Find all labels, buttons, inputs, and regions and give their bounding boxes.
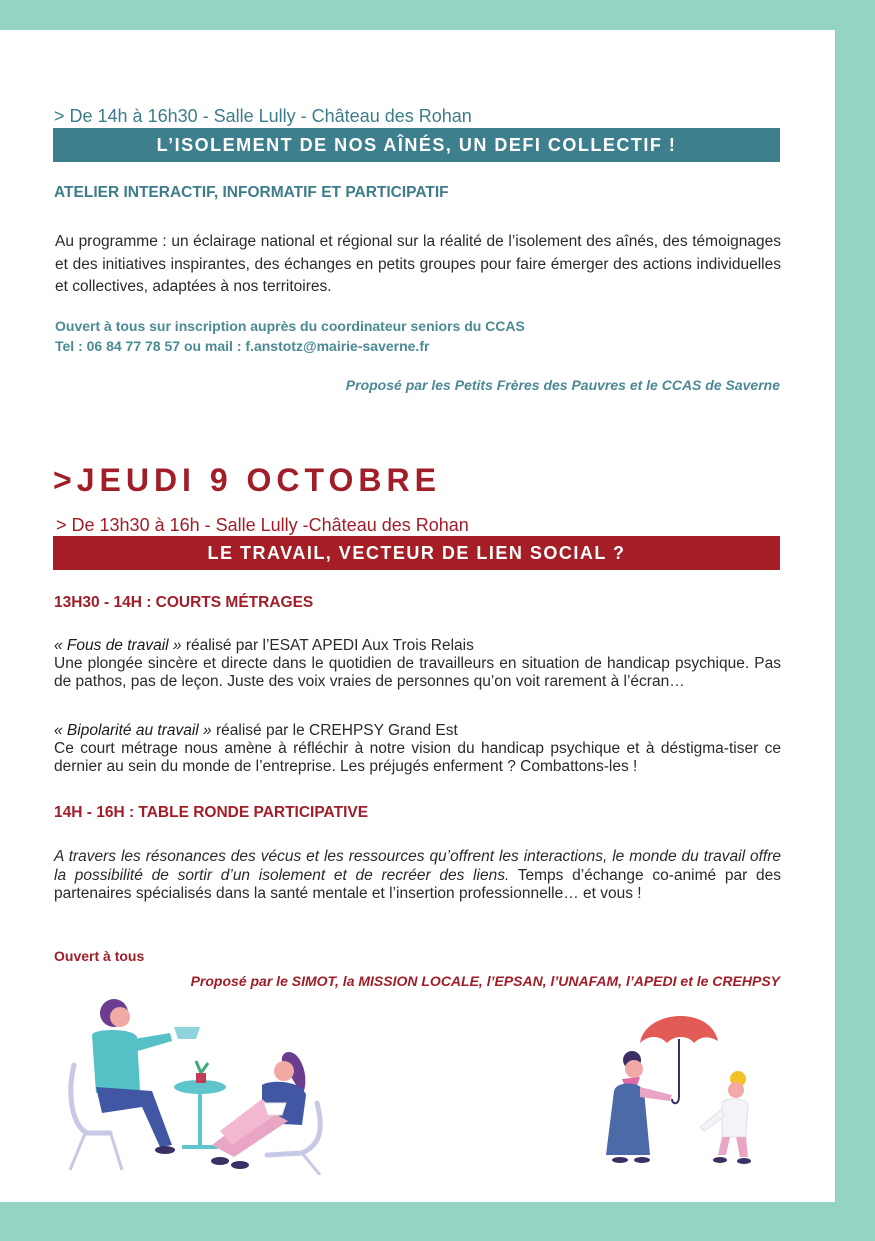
umbrella-sharing-illustration <box>600 1005 760 1170</box>
event1-description: Au programme : un éclairage national et régional sur la réalité de l’isolement des aînés, des témoignages et des initiatives inspirantes, des échanges en petits groupes pour faire émerger des actions individuelles et collectives, adaptées à nos territoires. <box>55 233 781 295</box>
registration-line-2: Tel : 06 84 77 78 57 ou mail : f.anstotz@mairie-saverne.fr <box>55 337 430 354</box>
section-short-films: 13H30 - 14H : COURTS MÉTRAGES <box>54 594 314 611</box>
roundtable-italic: A travers les résonances des vécus et les ressources qu’offrent les interactions, le monde du travail offre la possibilité de sortir d’un isolement et de recréer des liens. <box>54 848 781 884</box>
registration-line-1: Ouvert à tous sur inscription auprès du coordinateur seniors du CCAS <box>55 318 525 334</box>
two-people-coffee-table-illustration <box>62 995 342 1175</box>
event1-registration <box>55 317 525 356</box>
film-1-title: « Fous de travail » <box>54 637 182 654</box>
film-1-by: réalisé par l’ESAT APEDI Aux Trois Relais <box>181 637 474 654</box>
film-2 <box>54 722 781 776</box>
event1-title-banner: L’ISOLEMENT DE NOS AÎNÉS, UN DEFI COLLECTIF ! <box>53 128 780 162</box>
day-heading: >JEUDI 9 OCTOBRE <box>53 462 441 498</box>
event2-open: Ouvert à tous <box>54 948 145 964</box>
film-2-heading <box>54 722 781 740</box>
roundtable-rest: Temps d’échange co-animé par des partenaires spécialisés dans la santé mentale et l’insertion professionnelle… et vous ! <box>54 866 781 902</box>
film-1-heading <box>54 637 781 655</box>
event2-credit: Proposé par le SIMOT, la MISSION LOCALE, l’EPSAN, l’UNAFAM, l’APEDI et le CREHPSY <box>190 973 780 989</box>
event2-time-location: > De 13h30 à 16h - Salle Lully -Château des Rohan <box>56 515 469 535</box>
event1-subtitle: ATELIER INTERACTIF, INFORMATIF ET PARTICIPATIF <box>54 184 449 201</box>
section-roundtable: 14H - 16H : TABLE RONDE PARTICIPATIVE <box>54 804 369 821</box>
film-1-description: Une plongée sincère et directe dans le quotidien de travailleurs en situation de handicap psychique. Pas de pathos, pas de leçon. Juste des voix vraies de personnes qu’on voit rarement à l’écran… <box>54 655 781 690</box>
film-2-title: « Bipolarité au travail » <box>54 722 212 739</box>
event2-title-banner: LE TRAVAIL, VECTEUR DE LIEN SOCIAL ? <box>53 536 780 570</box>
event1-credit: Proposé par les Petits Frères des Pauvres et le CCAS de Saverne <box>345 377 780 393</box>
document-page <box>0 30 835 1202</box>
film-2-description: Ce court métrage nous amène à réfléchir à notre vision du handicap psychique et à déstigma-tiser ce dernier au sein du monde de l’entreprise. Les préjugés enferment ? Combattons-les ! <box>54 740 781 775</box>
roundtable-description <box>54 848 781 904</box>
film-2-by: réalisé par le CREHPSY Grand Est <box>211 722 458 739</box>
film-1 <box>54 637 781 691</box>
event1-time-location: > De 14h à 16h30 - Salle Lully - Château des Rohan <box>54 106 472 126</box>
